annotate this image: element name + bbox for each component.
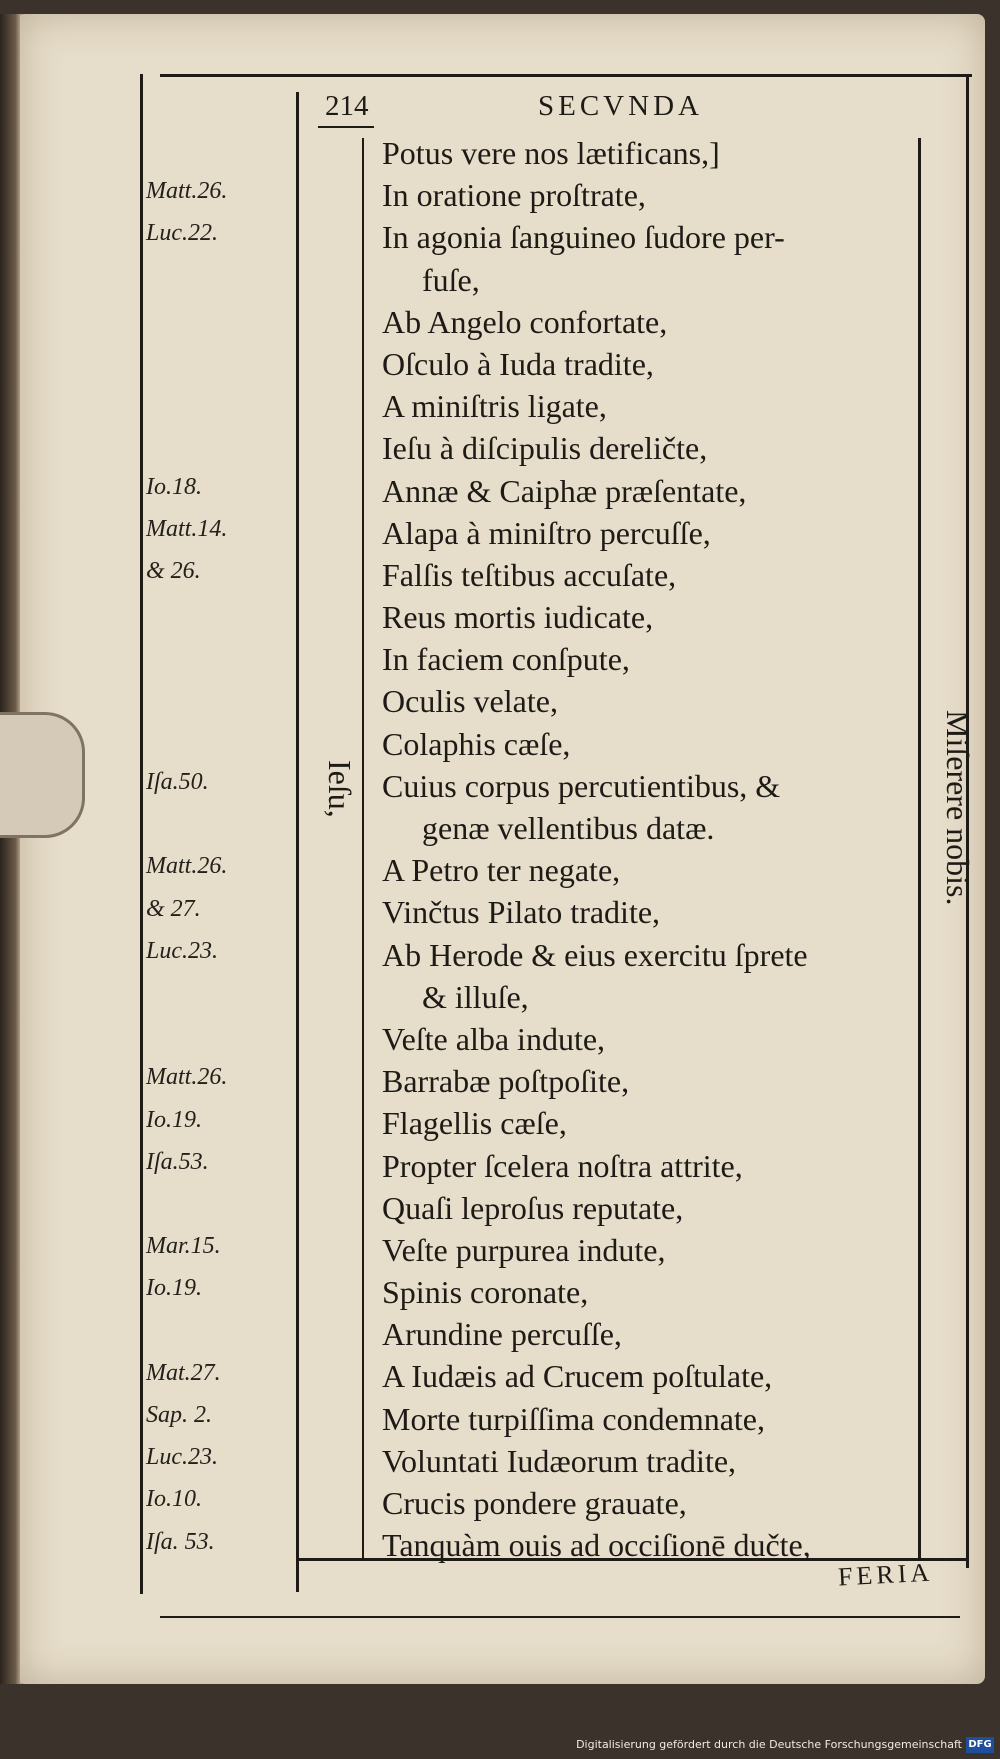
- scripture-reference: Matt.14.: [146, 515, 228, 542]
- litany-line: Tanquàm ouis ad occiſionē dučte,: [382, 1527, 811, 1564]
- litany-line: A Petro ter negate,: [382, 852, 621, 889]
- litany-line: Barrabæ poſtpoſite,: [382, 1063, 630, 1100]
- litany-line: A Iudæis ad Crucem poſtulate,: [382, 1358, 773, 1395]
- invocation-bracket-label: Ieſu,: [322, 760, 358, 818]
- litany-line: Cuius corpus percutientibus, &: [382, 767, 781, 804]
- scripture-reference: Matt.26.: [146, 1064, 228, 1091]
- scripture-reference: Luc.22.: [146, 220, 218, 247]
- litany-line: Flagellis cæſe,: [382, 1105, 567, 1142]
- litany-line: Oculis velate,: [382, 683, 558, 720]
- scripture-reference: Matt.26.: [146, 853, 228, 880]
- scripture-reference: Iſa. 53.: [146, 1528, 215, 1555]
- litany-line: Oſculo à Iuda tradite,: [382, 345, 654, 382]
- litany-line: Crucis pondere grauate,: [382, 1485, 687, 1521]
- scripture-reference: & 27.: [146, 895, 201, 922]
- scripture-reference: Io.10.: [146, 1486, 202, 1513]
- litany-line: Ieſu à diſcipulis dereličte,: [382, 430, 708, 467]
- scripture-reference: Io.19.: [146, 1275, 202, 1302]
- litany-line: In agonia ſanguineo ſudore per-: [382, 219, 785, 256]
- response-bracket-label: Miſerere nobis.: [940, 710, 976, 906]
- litany-line: & illuſe,: [422, 978, 529, 1015]
- text-column-rule: [918, 138, 921, 1558]
- page-tab-marker: [0, 712, 85, 838]
- left-frame-rule: [140, 74, 143, 1594]
- litany-line: Morte turpiſſima condemnate,: [382, 1400, 765, 1437]
- litany-line: Veſte purpurea indute,: [382, 1231, 666, 1268]
- litany-line: Voluntati Iudæorum tradite,: [382, 1442, 737, 1479]
- running-head-title: SECVNDA: [538, 90, 703, 122]
- scripture-reference: Iſa.53.: [146, 1148, 209, 1175]
- scripture-reference: Mar.15.: [146, 1233, 221, 1260]
- marginal-references: [146, 172, 276, 1572]
- scripture-reference: Iſa.50.: [146, 769, 209, 795]
- litany-line: fuſe,: [422, 261, 480, 298]
- litany-line: Quaſi leproſus reputate,: [382, 1189, 684, 1226]
- litany-line: In oratione proſtrate,: [382, 177, 646, 214]
- litany-line: A miniſtris ligate,: [382, 388, 607, 425]
- book-gutter: [0, 14, 22, 1684]
- scripture-reference: Luc.23.: [146, 1444, 218, 1471]
- scripture-reference: Io.19.: [146, 1106, 202, 1133]
- litany-line: Potus vere nos lætificans,]: [382, 135, 720, 171]
- litany-line: Arundine percuſſe,: [382, 1316, 622, 1353]
- litany-line: Propter ſcelera noſtra attrite,: [382, 1147, 743, 1184]
- page-number: 214: [325, 90, 369, 122]
- litany-line: Alapa à miniſtro percuſſe,: [382, 514, 711, 551]
- scripture-reference: & 26.: [146, 558, 201, 584]
- litany-line: Colaphis cæſe,: [382, 725, 571, 762]
- litany-text: [382, 132, 902, 1566]
- scripture-reference: Matt.26.: [146, 178, 228, 205]
- top-rule: [160, 74, 972, 77]
- litany-line: Falſis teſtibus accuſate,: [382, 556, 677, 593]
- scripture-reference: Sap. 2.: [146, 1402, 212, 1428]
- scripture-reference: Luc.23.: [146, 937, 218, 964]
- catchword: FERIA: [837, 1557, 934, 1592]
- litany-line: Annæ & Caiphæ præſentate,: [382, 472, 747, 509]
- litany-line: Vinčtus Pilato tradite,: [382, 894, 661, 931]
- digitization-credit: Digitalisierung gefördert durch die Deutsche Forschungsgemeinschaft: [576, 1738, 962, 1751]
- invocation-bracket-rule: [362, 138, 364, 1558]
- scripture-reference: Mat.27.: [146, 1359, 221, 1386]
- scripture-reference: Io.18.: [146, 473, 202, 500]
- dfg-logo: DFG: [966, 1737, 994, 1753]
- litany-line: In faciem conſpute,: [382, 641, 630, 678]
- litany-line: Ab Herode & eius exercitu ſprete: [382, 936, 808, 973]
- litany-line: Reus mortis iudicate,: [382, 599, 654, 636]
- litany-line: Ab Angelo confortate,: [382, 303, 668, 340]
- litany-line: genæ vellentibus datæ.: [422, 810, 715, 846]
- ref-column-rule: [296, 92, 299, 1592]
- footer-bar: [0, 1684, 1000, 1759]
- lower-rule: [160, 1616, 960, 1618]
- litany-line: Veſte alba indute,: [382, 1020, 606, 1057]
- litany-line: Spinis coronate,: [382, 1274, 589, 1311]
